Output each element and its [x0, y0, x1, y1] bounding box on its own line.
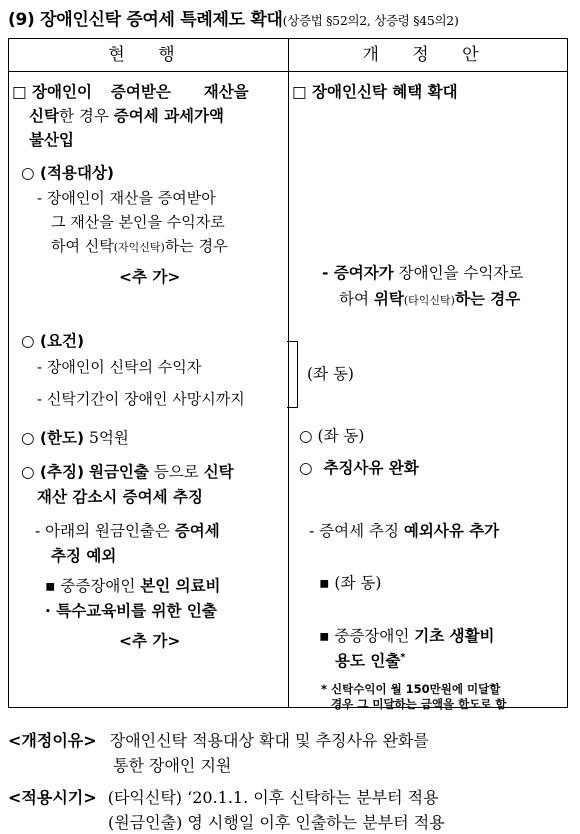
left-target-line3: 하여 신탁(자익신탁)하는 경우	[51, 237, 228, 255]
left-collection-line2: 재산 감소시 증여세 추징	[37, 488, 203, 506]
effective-text-1: (타익신탁) ‘20.1.1. 이후 신탁하는 분부터 적용	[107, 788, 439, 807]
left-target-line2: 그 재산을 본인을 수익자로	[51, 213, 225, 231]
right-footnote-line2: 경우 그 미달하는 금액을 한도로 함	[331, 697, 507, 711]
left-box-line1: □ 장애인이 증여받은 재산을	[12, 83, 249, 101]
comparison-table	[8, 38, 568, 711]
left-box-line3: 불산입	[29, 131, 74, 149]
right-same-limit: ○ (좌 동)	[299, 427, 365, 445]
right-donor-line2: 하여 위탁(타익신탁)하는 경우	[339, 290, 521, 308]
reason-text-1: 장애인신탁 적용대상 확대 및 추징사유 완화를	[109, 731, 429, 750]
effective-line2: (원금인출) 영 시행일 이후 인출하는 분부터 적용	[108, 813, 445, 832]
section-title	[8, 5, 459, 30]
left-exception-line1: - 아래의 원금인출은 증여세	[35, 522, 220, 540]
left-requirement-label: ○ (요건)	[21, 332, 85, 350]
left-add-placeholder-1: <추 가>	[119, 268, 181, 286]
left-requirement-line1: - 장애인이 신탁의 수익자	[37, 358, 202, 376]
title-main: (9) 장애인신탁 증여세 특례제도 확대	[8, 10, 283, 30]
right-exception: - 증여세 추징 예외사유 추가	[309, 522, 500, 540]
right-ease: ○ 추징사유 완화	[299, 459, 419, 477]
left-target-line1: - 장애인이 재산을 증여받아	[37, 189, 216, 207]
reason-line2: 통한 장애인 지원	[113, 756, 232, 775]
header-revised: 개 정 안	[362, 45, 493, 65]
left-education: · 특수교육비를 위한 인출	[45, 602, 217, 620]
right-living-line2: 용도 인출*	[335, 651, 406, 670]
left-box-line2: 신탁한 경우 증여세 과세가액	[29, 107, 224, 125]
right-same-requirement: (좌 동)	[307, 365, 354, 383]
left-limit: ○ (한도) 5억원	[21, 429, 129, 447]
header-current: 현 행	[108, 45, 189, 65]
left-exception-line2: 추징 예외	[51, 547, 117, 565]
reason-line1	[8, 728, 429, 751]
left-target-label: ○ (적용대상)	[21, 164, 114, 182]
effective-line1	[8, 785, 439, 808]
left-requirement-line2: - 신탁기간이 장애인 사망시까지	[37, 390, 245, 408]
requirement-bracket	[287, 341, 298, 408]
title-reference: (상증법 §52의2, 상증령 §45의2)	[282, 13, 459, 28]
right-box: □ 장애인신탁 혜택 확대	[292, 83, 458, 101]
left-medical: ▪ 중증장애인 본인 의료비	[45, 577, 221, 595]
reason-label: <개정이유>	[8, 731, 97, 750]
right-donor-line1: - 증여자가 장애인을 수익자로	[322, 264, 524, 282]
right-living-line1: ▪ 중증장애인 기초 생활비	[319, 627, 495, 645]
left-add-placeholder-2: <추 가>	[119, 632, 181, 650]
right-footnote-line1: * 신탁수익이 월 150만원에 미달할	[321, 682, 501, 696]
right-same-medical: ▪ (좌 동)	[319, 574, 382, 592]
effective-label: <적용시기>	[8, 788, 97, 807]
left-collection-line1: ○ (추징) 원금인출 등으로 신탁	[21, 463, 234, 481]
